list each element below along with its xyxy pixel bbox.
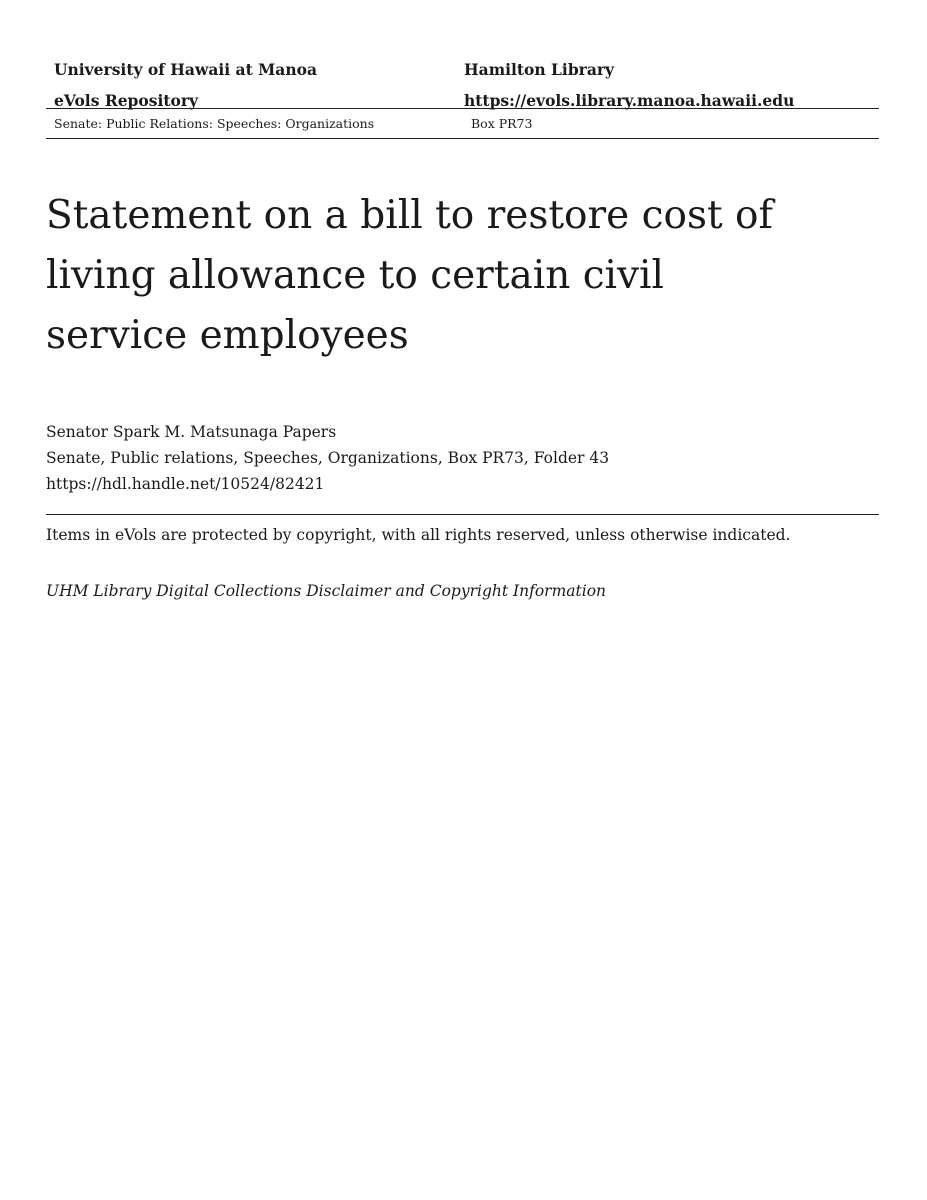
header-row-1 (46, 54, 879, 85)
footer-divider (46, 514, 879, 515)
library-name: Hamilton Library (464, 60, 615, 79)
institution-name: University of Hawaii at Manoa (54, 60, 317, 79)
repository-url[interactable]: https://evols.library.manoa.hawaii.edu (464, 91, 795, 110)
document-metadata (46, 419, 879, 497)
header-subrow (46, 116, 879, 131)
disclaimer-link[interactable]: UHM Library Digital Collections Disclaimer and Copyright Information (46, 582, 607, 600)
folder-location: Senate, Public relations, Speeches, Organizations, Box PR73, Folder 43 (46, 449, 610, 467)
header-row-2 (46, 85, 879, 116)
header-divider-top (46, 108, 879, 109)
handle-link[interactable]: https://hdl.handle.net/10524/82421 (46, 475, 325, 493)
repository-name: eVols Repository (54, 91, 199, 110)
header-divider-bottom (46, 138, 879, 139)
box-label: Box PR73 (471, 116, 533, 131)
document-title: Statement on a bill to restore cost of living allowance to certain civil service employees (46, 193, 773, 358)
collection-name: Senator Spark M. Matsunaga Papers (46, 423, 337, 441)
series-path: Senate: Public Relations: Speeches: Organizations (54, 116, 375, 131)
copyright-notice: Items in eVols are protected by copyright, with all rights reserved, unless otherwise indicated. (46, 526, 791, 544)
header-block (46, 54, 879, 116)
